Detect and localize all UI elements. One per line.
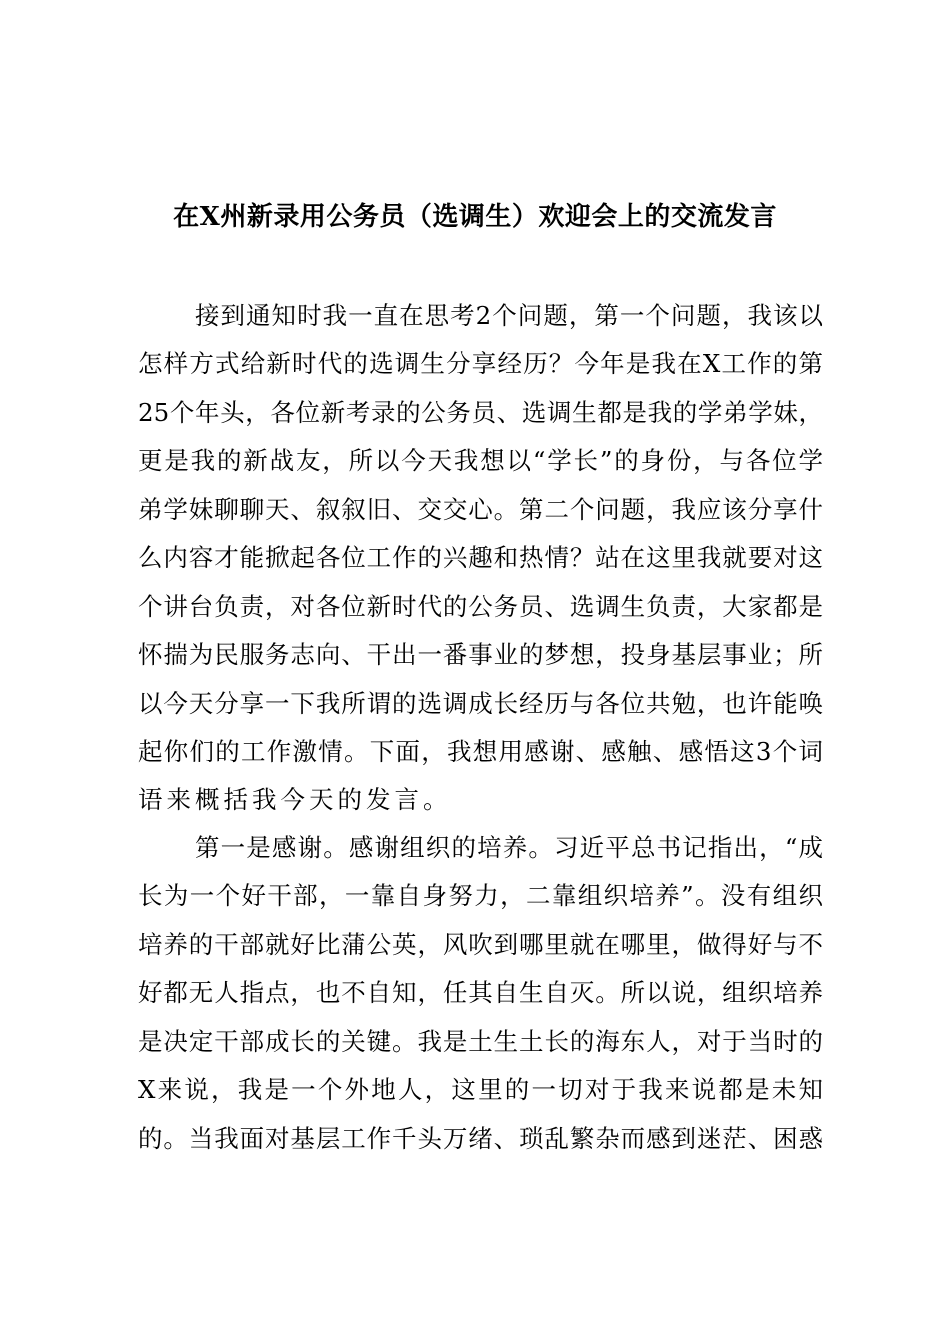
text-line: 起你们的工作激情。下面，我想用感谢、感触、感悟这3个词 [138,736,823,766]
text-line: 个讲台负责，对各位新时代的公务员、选调生负责，大家都是 [138,591,823,621]
text-line: 接到通知时我一直在思考2个问题，第一个问题，我该以 [195,301,823,330]
text-line: 更是我的新战友，所以今天我想以“学长”的身份，与各位学 [138,446,823,476]
text-line: 长为一个好干部，一靠自身努力，二靠组织培养”。没有组织 [138,881,823,911]
document-title: 在X州新录用公务员（选调生）欢迎会上的交流发言 [173,202,777,232]
paragraph-2 [138,828,823,1167]
text-line: 怀揣为民服务志向、干出一番事业的梦想，投身基层事业；所 [138,640,823,670]
text-line: 么内容才能掀起各位工作的兴趣和热情？站在这里我就要对这 [138,543,823,573]
text-line: 以今天分享一下我所谓的选调成长经历与各位共勉，也许能唤 [138,688,823,718]
text-line: X来说，我是一个外地人，这里的一切对于我来说都是未知 [138,1075,823,1105]
text-line: 是决定干部成长的关键。我是土生土长的海东人，对于当时的 [138,1026,823,1056]
text-line: 的。当我面对基层工作千头万绪、琐乱繁杂而感到迷茫、困惑 [138,1123,823,1153]
text-line: 25个年头，各位新考录的公务员、选调生都是我的学弟学妹， [138,397,823,427]
text-line: 好都无人指点，也不自知，任其自生自灭。所以说，组织培养 [138,978,823,1008]
paragraph-1 [138,296,823,829]
text-line: 怎样方式给新时代的选调生分享经历？今年是我在X工作的第 [138,349,823,379]
text-line: 弟学妹聊聊天、叙叙旧、交交心。第二个问题，我应该分享什 [138,494,823,524]
text-line: 第一是感谢。感谢组织的培养。习近平总书记指出，“成 [195,833,823,862]
text-line: 培养的干部就好比蒲公英，风吹到哪里就在哪里，做得好与不 [138,929,823,959]
text-line: 语来概括我今天的发言。 [138,785,452,815]
